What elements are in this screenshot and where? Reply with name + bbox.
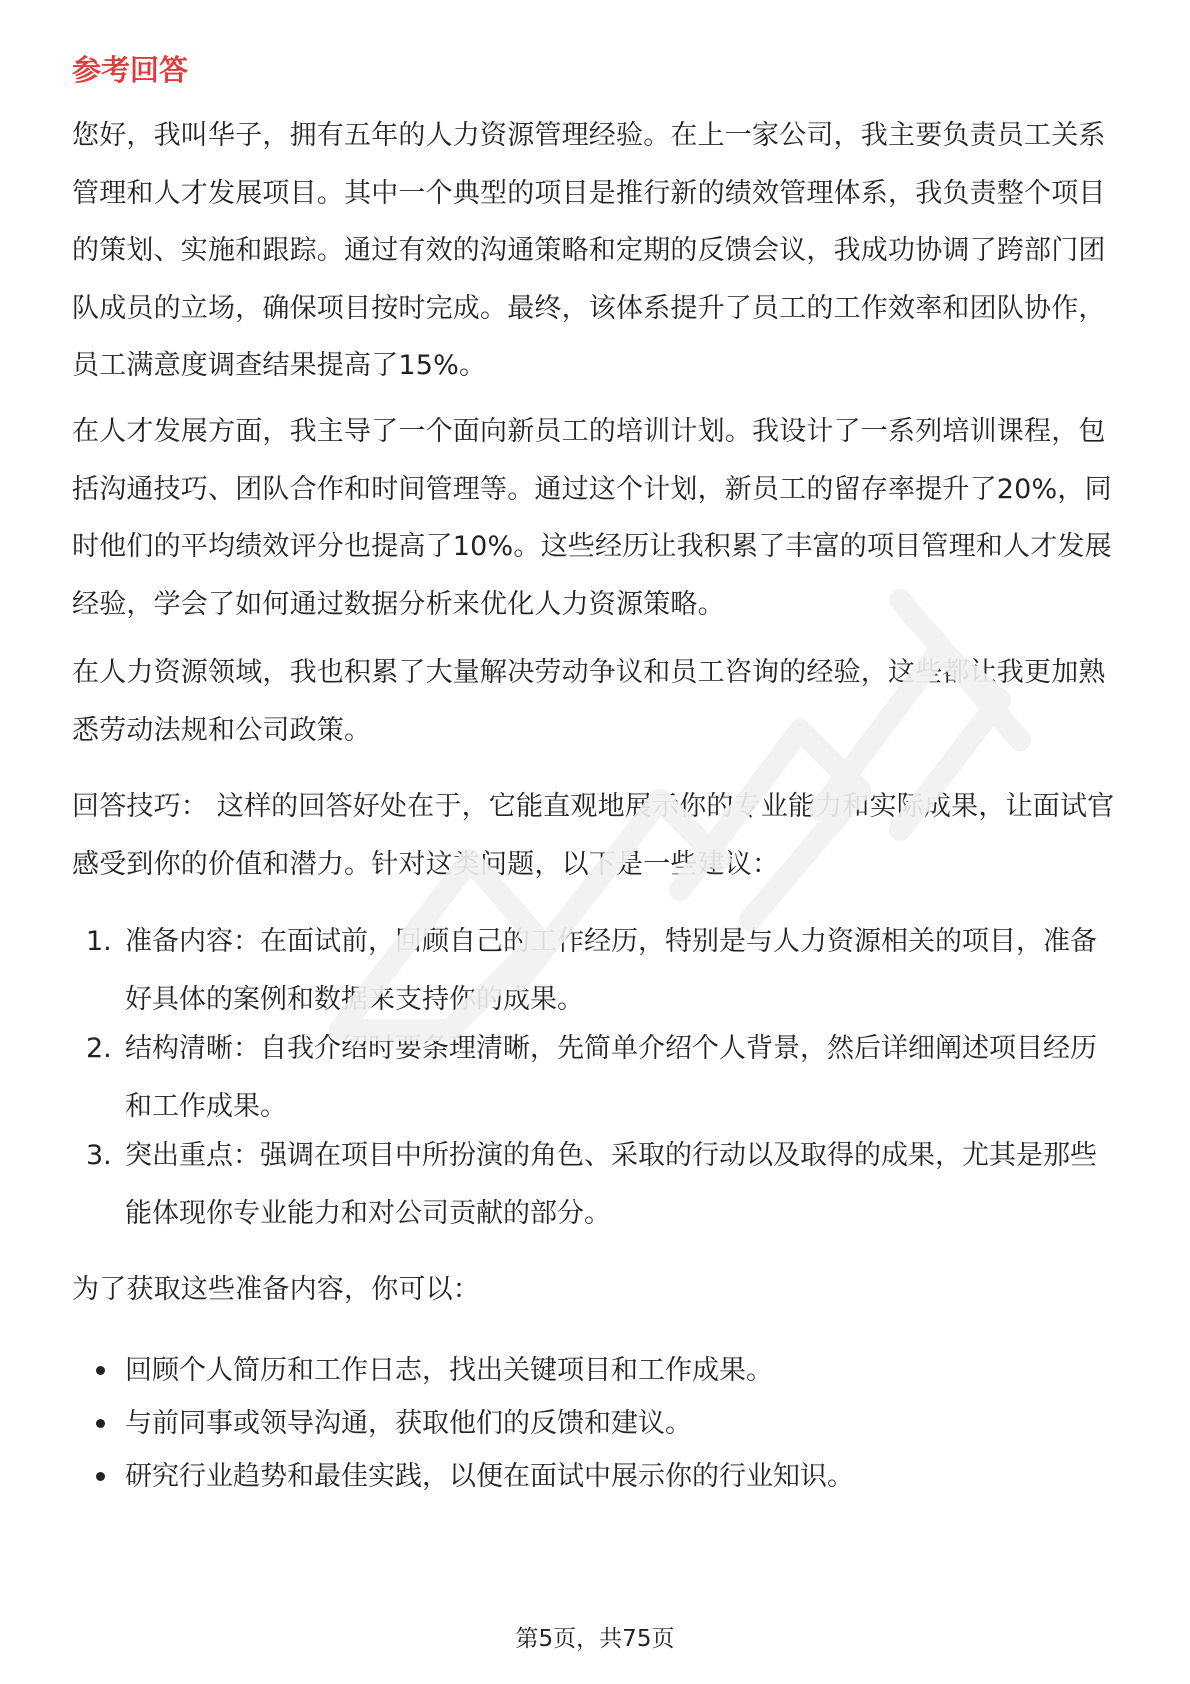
bullets-intro: 为了获取这些准备内容，你可以： — [72, 1274, 480, 1305]
list-item-text: 结构清晰：自我介绍时要条理清晰，先简单介绍个人背景，然后详细阐述项目经历和工作成果。 — [125, 1033, 1097, 1122]
list-number: 3. — [86, 1140, 112, 1171]
numbered-list-item — [72, 1127, 1122, 1242]
numbered-list-item — [72, 913, 1122, 1028]
list-item-text: 准备内容：在面试前，回顾自己的工作经历，特别是与人力资源相关的项目，准备好具体的案例和数据来支持你的成果。 — [125, 926, 1097, 1015]
bullet-list-item — [72, 1395, 1122, 1453]
list-item-text: 突出重点：强调在项目中所扮演的角色、采取的行动以及取得的成果，尤其是那些能体现你专业能力和对公司贡献的部分。 — [125, 1140, 1097, 1229]
bullet-list-item — [72, 1342, 1122, 1400]
numbered-list-item — [72, 1020, 1122, 1135]
paragraph-2: 在人才发展方面，我主导了一个面向新员工的培训计划。我设计了一系列培训课程，包括沟通技巧、团队合作和时间管理等。通过这个计划，新员工的留存率提升了20%，同时他们的平均绩效评分也提高了10%。这些经历让我积累了丰富的项目管理和人才发展经验，学会了如何通过数据分析来优化人力资源策略。 — [72, 416, 1112, 620]
paragraph-1: 您好，我叫华子，拥有五年的人力资源管理经验。在上一家公司，我主要负责员工关系管理和人才发展项目。其中一个典型的项目是推行新的绩效管理体系，我负责整个项目的策划、实施和跟踪。通过有效的沟通策略和定期的反馈会议，我成功协调了跨部门团队成员的立场，确保项目按时完成。最终，该体系提升了员工的工作效率和团队协作，员工满意度调查结果提高了15%。 — [72, 120, 1106, 381]
bullet-text: 回顾个人简历和工作日志，找出关键项目和工作成果。 — [125, 1355, 773, 1386]
page-footer: 第5页，共75页 — [515, 1626, 675, 1652]
bullet-icon — [96, 1472, 105, 1481]
section-heading: 参考回答 — [72, 53, 189, 87]
list-number: 2. — [86, 1033, 112, 1064]
tips-paragraph: 回答技巧： 这样的回答好处在于，它能直观地展示你的专业能力和实际成果，让面试官感受到你的价值和潜力。针对这类问题，以下是一些建议： — [72, 791, 1115, 880]
bullet-icon — [96, 1419, 105, 1428]
paragraph-3: 在人力资源领域，我也积累了大量解决劳动争议和员工咨询的经验，这些都让我更加熟悉劳动法规和公司政策。 — [72, 657, 1106, 746]
bullet-icon — [96, 1366, 105, 1375]
bullet-text: 研究行业趋势和最佳实践，以便在面试中展示你的行业知识。 — [125, 1461, 854, 1492]
bullet-list-item — [72, 1448, 1122, 1506]
bullet-text: 与前同事或领导沟通，获取他们的反馈和建议。 — [125, 1408, 692, 1439]
list-number: 1. — [86, 926, 112, 957]
